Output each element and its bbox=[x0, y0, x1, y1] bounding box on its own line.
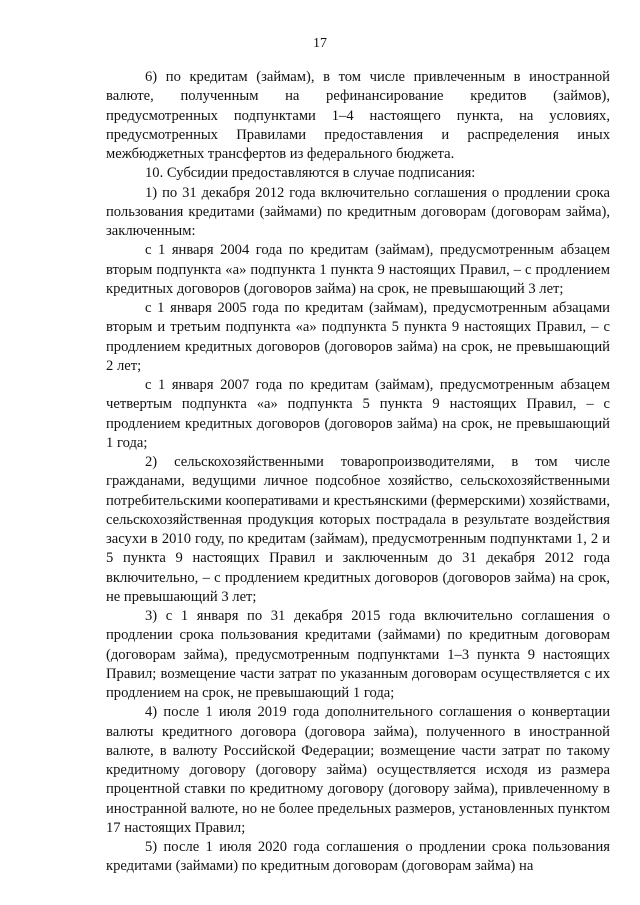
document-body bbox=[106, 68, 610, 877]
page-number: 17 bbox=[313, 36, 327, 51]
paragraph-since-2005: с 1 января 2005 года по кредитам (займам), предусмотренным абзацами вторым и третьим подпункта «а» подпункта 5 пункта 9 настоящих Правил, – с продлением кредитных договоров (договоров займа) на срок, не превышающий 2 лет; bbox=[106, 300, 610, 374]
paragraph-subitem-3: 3) с 1 января по 31 декабря 2015 года включительно соглашения о продлении срока пользования кредитами (займами) по кредитным договорам (договорам займа), предусмотренным подпунктами 1–3 пункта 9 настоящих Правил; возмещение части затрат по указанным договорам осуществляется с их продлением на срок, не превышающий 1 года; bbox=[106, 608, 610, 701]
paragraph-subitem-5: 5) после 1 июля 2020 года соглашения о продлении срока пользования кредитами (займами) по кредитным договорам (договорам займа) на bbox=[106, 839, 610, 875]
paragraph-subitem-1: 1) по 31 декабря 2012 года включительно соглашения о продлении срока пользования кредитами (займами) по кредитным договорам (договорам займа), заключенным: bbox=[106, 184, 610, 239]
paragraph-subitem-4: 4) после 1 июля 2019 года дополнительного соглашения о конвертации валюты кредитного договора (договора займа), полученного в иностранной валюте, в валюту Российской Федерации; возмещение части затрат по такому кредитному договору (договору займа) осуществляется исходя из размера процентной ставки по кредитному договору (договору займа), привлеченному в иностранной валюте, но не более предельных размеров, установленных пунктом 17 настоящих Правил; bbox=[106, 704, 610, 836]
paragraph-item-10: 10. Субсидии предоставляются в случае подписания: bbox=[145, 165, 476, 182]
paragraph-subitem-2: 2) сельскохозяйственными товаропроизводителями, в том числе гражданами, ведущими личное подсобное хозяйство, сельскохозяйственными потребительскими кооперативами и крестьянскими (фермерскими) хозяйствами, сельскохозяйственная продукция которых пострадала в результате воздействия засухи в 2010 году, по кредитам (займам), предусмотренным подпунктами 1, 2 и 5 пункта 9 настоящих Правил и заключенным до 31 декабря 2012 года включительно, – с продлением кредитных договоров (договоров займа) на срок, не превышающий 3 лет; bbox=[106, 454, 610, 605]
paragraph-subitem-6: 6) по кредитам (займам), в том числе привлеченным в иностранной валюте, полученным на рефинансирование кредитов (займов), предусмотренных подпунктами 1–4 настоящего пункта, на условиях, предусмотренных Правилами предоставления и распределения иных межбюджетных трансфертов из федерального бюджета. bbox=[106, 69, 610, 162]
paragraph-since-2004: с 1 января 2004 года по кредитам (займам), предусмотренным абзацем вторым подпункта «а» подпункта 1 пункта 9 настоящих Правил, – с продлением кредитных договоров (договоров займа) на срок, не превышающий 3 лет; bbox=[106, 242, 610, 297]
paragraph-since-2007: с 1 января 2007 года по кредитам (займам), предусмотренным абзацем четвертым подпункта «а» подпункта 5 пункта 9 настоящих Правил, – с продлением кредитных договоров (договоров займа) на срок, не превышающий 1 года; bbox=[106, 377, 610, 451]
